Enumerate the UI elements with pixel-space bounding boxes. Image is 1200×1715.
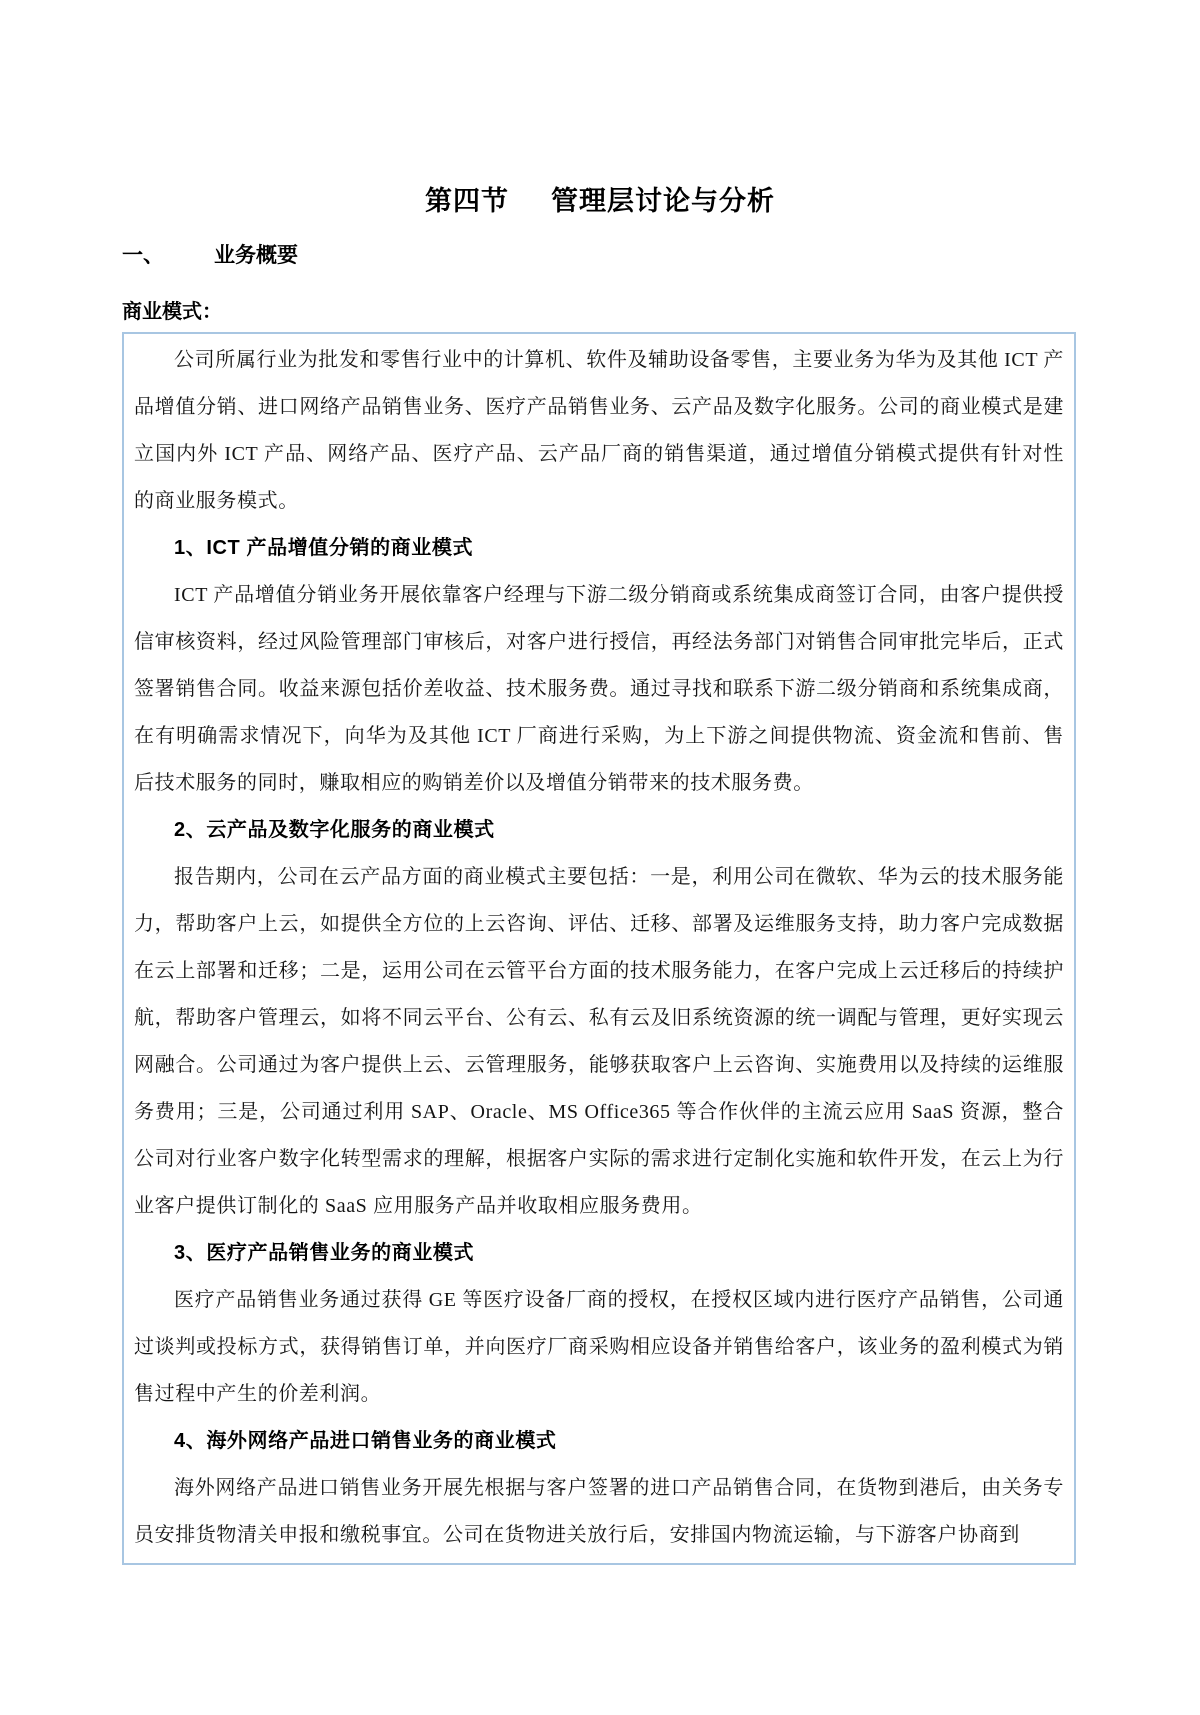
paragraph-overseas-import: 海外网络产品进口销售业务开展先根据与客户签署的进口产品销售合同，在货物到港后，由关务专员安排货物清关申报和缴税事宜。公司在货物进关放行后，安排国内物流运输，与下游客户协商到: [134, 1477, 1064, 1547]
document-title: [0, 18, 1200, 218]
subheading-cloud-services: 2、云产品及数字化服务的商业模式: [174, 819, 495, 842]
section-number: 一、: [122, 244, 164, 268]
subheading-ict-distribution: 1、ICT 产品增值分销的商业模式: [174, 537, 474, 560]
subheading-overseas-import: 4、海外网络产品进口销售业务的商业模式: [174, 1430, 557, 1453]
document-title-text: 管理层讨论与分析: [551, 186, 775, 217]
paragraph-ict-distribution: ICT 产品增值分销业务开展依靠客户经理与下游二级分销商或系统集成商签订合同，由客户提供授信审核资料，经过风险管理部门审核后，对客户进行授信，再经法务部门对销售合同审批完毕后，正式签署销售合同。收益来源包括价差收益、技术服务费。通过寻找和联系下游二级分销商和系统集成商，在有明确需求情况下，向华为及其他 ICT 厂商进行采购，为上下游之间提供物流、资金流和售前、售后技术服务的同时，赚取相应的购销差价以及增值分销带来的技术服务费。: [134, 584, 1064, 795]
paragraph-overview: 公司所属行业为批发和零售行业中的计算机、软件及辅助设备零售，主要业务为华为及其他 ICT 产品增值分销、进口网络产品销售业务、医疗产品销售业务、云产品及数字化服务。公司的商业模式是建立国内外 ICT 产品、网络产品、医疗产品、云产品厂商的销售渠道，通过增值分销模式提供有针对性的商业服务模式。: [134, 349, 1064, 513]
report-page: [0, 18, 1200, 1715]
paragraph-medical-sales: 医疗产品销售业务通过获得 GE 等医疗设备厂商的授权，在授权区域内进行医疗产品销售，公司通过谈判或投标方式，获得销售订单，并向医疗厂商采购相应设备并销售给客户，该业务的盈利模式为销售过程中产生的价差利润。: [134, 1289, 1064, 1406]
content-box: [122, 332, 1076, 1565]
section-heading: [122, 242, 1200, 270]
business-model-label: 商业模式：: [122, 301, 222, 324]
paragraph-cloud-services: 报告期内，公司在云产品方面的商业模式主要包括：一是，利用公司在微软、华为云的技术服务能力，帮助客户上云，如提供全方位的上云咨询、评估、迁移、部署及运维服务支持，助力客户完成数据在云上部署和迁移；二是，运用公司在云管平台方面的技术服务能力，在客户完成上云迁移后的持续护航，帮助客户管理云，如将不同云平台、公有云、私有云及旧系统资源的统一调配与管理，更好实现云网融合。公司通过为客户提供上云、云管理服务，能够获取客户上云咨询、实施费用以及持续的运维服务费用；三是，公司通过利用 SAP、Oracle、MS Office365 等合作伙伴的主流云应用 SaaS 资源，整合公司对行业客户数字化转型需求的理解，根据客户实际的需求进行定制化实施和软件开发，在云上为行业客户提供订制化的 SaaS 应用服务产品并收取相应服务费用。: [134, 866, 1064, 1218]
document-title-section-number: 第四节: [425, 186, 509, 217]
subheading-medical-sales: 3、医疗产品销售业务的商业模式: [174, 1242, 475, 1265]
section-title: 业务概要: [214, 244, 298, 268]
